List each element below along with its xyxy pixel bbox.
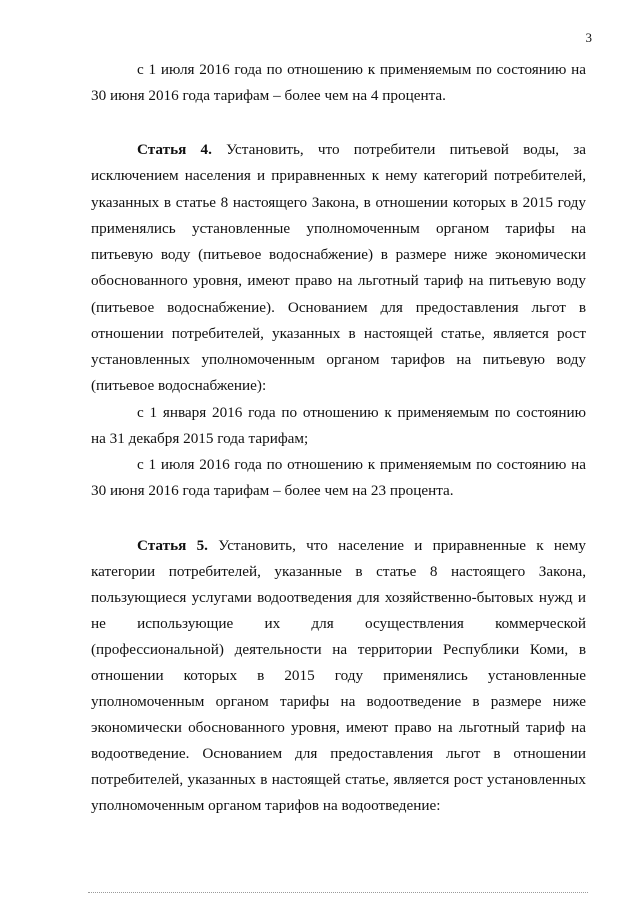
- text-line: экономически обоснованного уровня, имеют право на льготный тариф на: [91, 719, 586, 736]
- bottom-divider: [88, 892, 588, 893]
- text-line: 30 июня 2016 года тарифам – более чем на 4 процента.: [91, 87, 446, 104]
- article-4-label: Статья 4.: [137, 141, 212, 158]
- text-line: отношении которых в 2015 году применялись установленные: [91, 667, 586, 684]
- article-4-first-line: [137, 140, 586, 160]
- text-line: потребителей, указанных в настоящей статье, является рост установленных: [91, 771, 586, 788]
- list-item-line: с 1 января 2016 года по отношению к применяемым по состоянию: [137, 404, 586, 421]
- list-item-line: на 31 декабря 2015 года тарифам;: [91, 430, 309, 447]
- list-item-line: с 1 июля 2016 года по отношению к применяемым по состоянию на: [137, 456, 586, 473]
- article-5-first-line: [137, 536, 586, 556]
- text-line: водоотведение. Основанием для предоставления льгот в отношении: [91, 745, 586, 762]
- text-line: категории потребителей, указанные в статье 8 настоящего Закона,: [91, 563, 586, 580]
- text-line: не использующие их для осуществления коммерческой: [91, 615, 586, 632]
- text-line: обоснованного уровня, имеют право на льготный тариф на питьевую воду: [91, 272, 586, 289]
- text-line: с 1 июля 2016 года по отношению к применяемым по состоянию на: [137, 61, 586, 78]
- text-line: указанных в статье 8 настоящего Закона, в отношении которых в 2015 году: [91, 194, 586, 211]
- text-line: (питьевое водоснабжение):: [91, 377, 267, 394]
- text-line: (питьевое водоснабжение). Основанием для предоставления льгот в: [91, 299, 586, 316]
- article-5-first-line-text: Установить, что население и приравненные к нему: [218, 537, 587, 554]
- page-number: 3: [585, 30, 592, 45]
- text-line: уполномоченным органом тарифы на водоотведение в размере ниже: [91, 693, 586, 710]
- text-line: установленных уполномоченным органом тарифов на питьевую воду: [91, 351, 586, 368]
- text-line: уполномоченным органом тарифов на водоотведение:: [91, 797, 441, 814]
- text-line: отношении потребителей, указанных в настоящей статье, является рост: [91, 325, 586, 342]
- text-line: исключением населения и приравненных к нему категорий потребителей,: [91, 167, 586, 184]
- text-line: применялись установленные уполномоченным органом тарифы на: [91, 220, 586, 237]
- text-line: пользующиеся услугами водоотведения для хозяйственно-бытовых нужд и: [91, 589, 586, 606]
- list-item-line: 30 июня 2016 года тарифам – более чем на 23 процента.: [91, 482, 454, 499]
- article-4-first-line-text: Установить, что потребители питьевой воды, за: [226, 141, 586, 158]
- text-line: (профессиональной) деятельности на территории Республики Коми, в: [91, 641, 586, 658]
- text-line: питьевую воду (питьевое водоснабжение) в размере ниже экономически: [91, 246, 586, 263]
- article-5-label: Статья 5.: [137, 537, 208, 554]
